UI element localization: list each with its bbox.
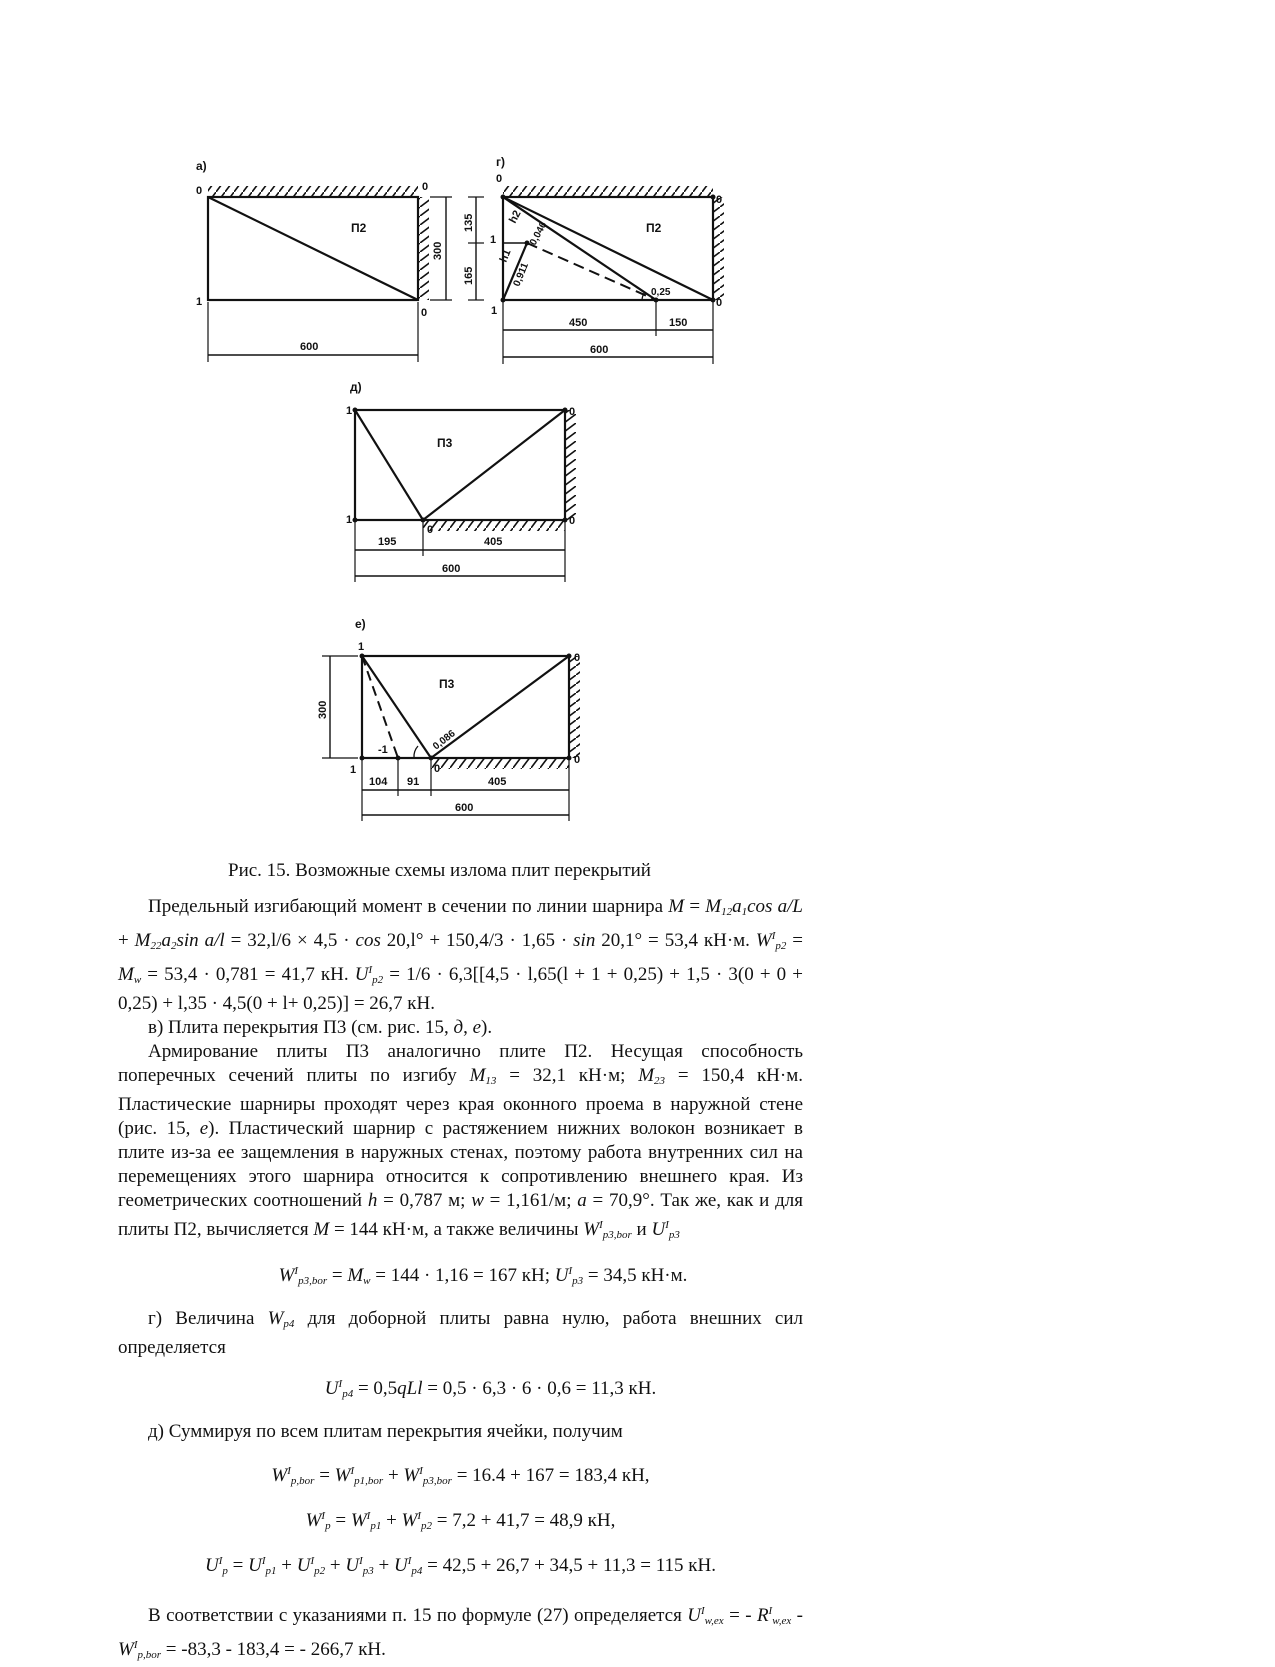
hatch-top	[503, 186, 713, 197]
slab-label: П2	[351, 221, 367, 235]
paragraph: в) Плита перекрытия П3 (см. рис. 15, д, е).	[148, 1017, 493, 1038]
hatch-bottom	[423, 520, 565, 531]
mid-point-label: -1	[378, 744, 388, 756]
corner-label: 0	[569, 406, 576, 418]
dim-total: 600	[590, 344, 609, 356]
dim-height: 300	[317, 700, 329, 719]
hinge-line-dashed	[527, 243, 656, 300]
hatch-bottom	[431, 758, 569, 769]
corner-label: 1	[350, 764, 357, 776]
yield-line	[431, 656, 569, 758]
dim-a: 195	[378, 536, 397, 548]
corner-label: 1	[346, 405, 353, 417]
panel-g	[463, 155, 724, 364]
diag-value: 0,086	[431, 728, 458, 753]
corner-label: 0	[716, 194, 723, 206]
paragraph: Армирование плиты П3 аналогично плите П2. Несущая способность поперечных сечений плиты по изгибу $M_{13} = 32,1$ кН·м; $M_{23} = 150,4$ кН·м. Пластические шарниры проходят через края оконного проема в наружной стене (рис. 15, е). Пластический шарнир с растяжением нижних волокон возникает в плите из-за ее защемления в наружных стенах, поэтому работа внутренних сил на перемещениях этого шарнира относится к сопротивлению внешнего края. Из геометрических соотношений h = 0,787 м; w = 1,161/м; a = 70,9°. Так же, как и для плиты П2, вычисляется M = 144 кН·м, а также величины $W^I_{p3,bor}$ и $U^I_{p3}$	[118, 1041, 804, 1241]
dim-b: 91	[407, 776, 420, 788]
hatch-top	[208, 186, 418, 197]
panel-d	[346, 380, 576, 582]
equation: $U^I_{p4} = 0,5qLl = 0,5 \cdot 6,3 \cdot 6 \cdot 0,6 = 11,3$ кН.	[324, 1378, 657, 1400]
panel-a	[196, 159, 452, 362]
hinge-point	[353, 408, 358, 413]
corner-label: 1	[346, 514, 353, 526]
dim-top: 135	[463, 213, 475, 232]
hinge-point	[711, 195, 716, 200]
slab-outline	[362, 656, 569, 758]
corner-label: 0	[716, 297, 723, 309]
angle-mark	[414, 746, 418, 758]
dim-a: 104	[369, 776, 388, 788]
hinge-point	[501, 195, 506, 200]
panel-d-letter: д)	[350, 380, 362, 394]
body-text	[118, 895, 803, 1667]
dim-b: 405	[484, 536, 503, 548]
slab-outline	[355, 410, 565, 520]
hinge-point	[429, 756, 434, 761]
panel-g-letter: г)	[496, 155, 505, 169]
paragraph: г) Величина $W_{p4}$ для доборной плиты равна нулю, работа внешних сил определяется	[118, 1308, 804, 1358]
panel-a-letter: а)	[196, 159, 207, 173]
corner-label: 0	[196, 185, 203, 197]
hatch-right	[565, 410, 576, 520]
equation: $W^I_{p3,bor} = M_w = 144 \cdot 1,16 = 167$ кН; $U^I_{p3} = 34,5$ кН·м.	[278, 1265, 688, 1287]
figure-caption: Рис. 15. Возможные схемы излома плит перекрытий	[228, 860, 651, 881]
yield-line	[503, 197, 713, 300]
hinge-point	[563, 408, 568, 413]
paragraph: В соответствии с указаниями п. 15 по формуле (27) определяется $U^I_{w,ex}$ = - $R^I_{w,ex} - W^I_{p,bor} = -83,3 - 183,4$ = - 266,7 кН.	[118, 1605, 803, 1661]
yield-line	[355, 410, 423, 520]
corner-label: 0	[496, 173, 503, 185]
equation: $W^I_{p,bor} = W^I_{p1,bor} + W^I_{p3,bor} = 16.4 + 167 = 183,4$ кН,	[271, 1465, 650, 1487]
hinge-point	[360, 756, 365, 761]
corner-label: 1	[490, 234, 497, 246]
equation-group	[118, 1454, 803, 1589]
corner-label: 0	[574, 754, 581, 766]
hinge-point	[654, 298, 659, 303]
hinge-point	[396, 756, 401, 761]
dim-b: 150	[669, 317, 688, 329]
dim-bottom: 165	[463, 266, 475, 285]
hinge-point	[360, 654, 365, 659]
corner-label: 1	[358, 641, 365, 653]
h1-label: h1	[497, 247, 514, 265]
corner-label: 0	[427, 524, 434, 536]
yield-line	[208, 197, 418, 300]
corner-label: 0	[574, 652, 581, 664]
equation: $U^I_p = U^I_{p1} + U^I_{p2} + U^I_{p3} + U^I_{p4} = 42,5 + 26,7 + 34,5 + 11,3 = 115$ кН.	[204, 1555, 717, 1577]
corner-label: 1	[196, 296, 203, 308]
hinge-point	[563, 518, 568, 523]
hinge-point	[567, 654, 572, 659]
hinge-point	[353, 518, 358, 523]
hinge-point	[567, 756, 572, 761]
panel-e-letter: е)	[355, 617, 366, 631]
paragraph: д) Суммируя по всем плитам перекрытия ячейки, получим	[148, 1421, 623, 1442]
dim-total: 600	[455, 802, 474, 814]
dim-c: 405	[488, 776, 507, 788]
slab-label: П2	[646, 221, 662, 235]
yield-line	[362, 656, 431, 758]
hinge-point	[421, 518, 426, 523]
h2-value: 0,046	[527, 220, 550, 248]
hinge-line-dashed	[362, 656, 398, 758]
dim-total: 600	[442, 563, 461, 575]
dim-width: 600	[300, 341, 319, 353]
yield-line	[423, 410, 565, 520]
panel-e	[317, 617, 580, 821]
slab-label: П3	[439, 677, 455, 691]
corner-label: 0	[421, 307, 428, 319]
hatch-right	[713, 197, 724, 300]
equation: $W^I_p = W^I_{p1} + W^I_{p2} = 7,2 + 41,7 = 48,9$ кН,	[305, 1510, 616, 1532]
hatch-right	[569, 656, 580, 758]
dim-a: 450	[569, 317, 588, 329]
dim-height: 300	[432, 241, 444, 260]
corner-label: 0	[434, 763, 441, 775]
corner-label: 0	[569, 515, 576, 527]
h2-label: h2	[507, 208, 524, 226]
hatch-right	[418, 197, 429, 300]
paragraph: Предельный изгибающий момент в сечении по линии шарнира $M = M_{12}a_1\cos$ $a/L + M_{22}a_2\sin$ a/l = 32,l/6 × 4,5 · cos 20,l° + 150,4/3 · 1,65 · sin 20,1° = 53,4 кН·м. $W^I_{p2} = M_w = 53,4 \cdot 0,781 = 41,7$ кН. $U^I_{p2} = 1/6 \cdot 6,3[[4,5 \cdot l,65(l + 1 + 0,25) + 1,5 \cdot 3(0 + 0 + 0,25) + l,35 \cdot 4,5(0 + l+ 0,25)] = 26,7$ кН.	[118, 896, 804, 1014]
yield-line	[503, 197, 656, 300]
corner-label: 0	[422, 181, 429, 193]
point-value: 0,25	[651, 287, 671, 298]
hinge-point	[501, 298, 506, 303]
h1-value: 0,911	[511, 261, 531, 289]
slab-label: П3	[437, 436, 453, 450]
corner-label: 1	[491, 305, 498, 317]
hinge-point	[711, 298, 716, 303]
